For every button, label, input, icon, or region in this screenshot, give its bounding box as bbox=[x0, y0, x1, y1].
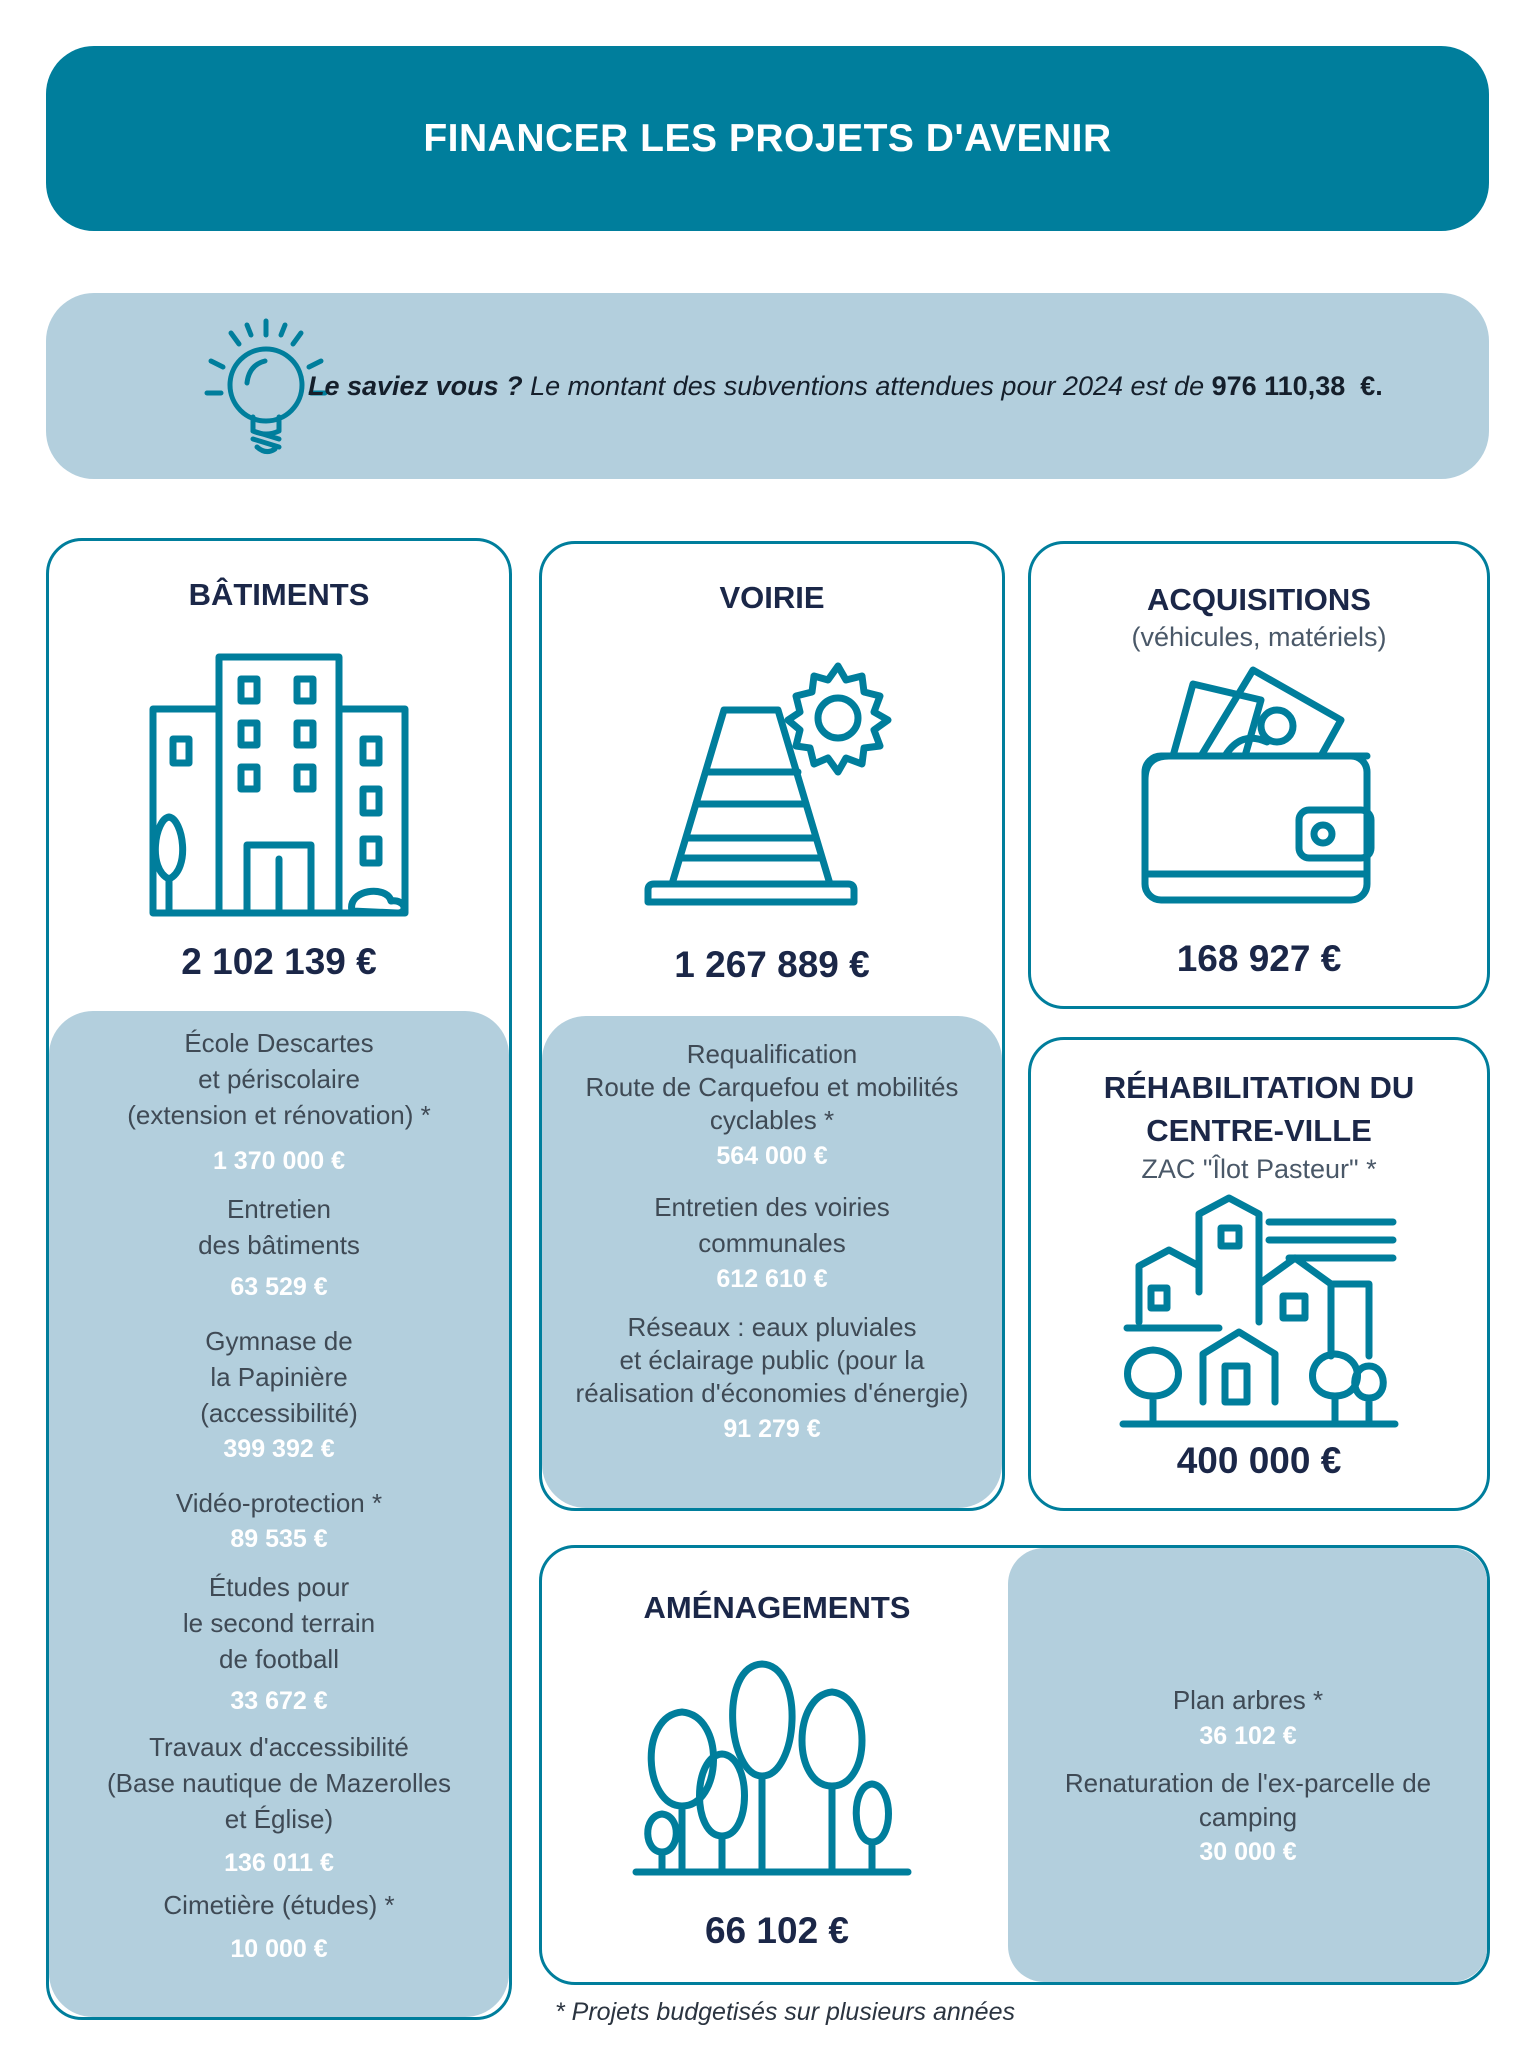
amenagements-total: 66 102 € bbox=[704, 1910, 850, 1951]
card-rehabilitation bbox=[1028, 1037, 1490, 1511]
card-amenagements bbox=[539, 1545, 1490, 1985]
amenagements-items bbox=[1008, 1682, 1488, 1870]
list-item: Vidéo-protection * 89 535 € bbox=[175, 1488, 383, 1553]
amenagements-title: AMÉNAGEMENTS bbox=[643, 1590, 911, 1625]
buildings-icon bbox=[147, 649, 417, 919]
footnote: * Projets budgetisés sur plusieurs années bbox=[555, 1998, 1015, 2026]
batiments-title: BÂTIMENTS bbox=[188, 577, 370, 612]
acquisitions-title: ACQUISITIONS bbox=[1147, 582, 1371, 617]
batiments-total: 2 102 139 € bbox=[181, 941, 377, 982]
list-item: Études pour le second terrain de football 33 672 € bbox=[182, 1572, 376, 1715]
batiments-items bbox=[49, 1025, 509, 1967]
wallet-icon bbox=[1141, 660, 1381, 910]
info-body: Le montant des subventions attendues pour 2024 est de bbox=[522, 370, 1212, 401]
list-item: Travaux d'accessibilité (Base nautique de Mazerolles et Église) 136 011 € bbox=[107, 1732, 451, 1877]
list-item: Entretien des voiries communales 612 610 € bbox=[654, 1192, 890, 1293]
batiments-panel bbox=[49, 1011, 509, 2017]
trees-icon bbox=[632, 1656, 912, 1886]
voirie-items bbox=[542, 1038, 1002, 1448]
card-acquisitions bbox=[1028, 541, 1490, 1009]
card-voirie bbox=[539, 541, 1005, 1511]
list-item: Renaturation de l'ex-parcelle de camping 30 000 € bbox=[1064, 1768, 1432, 1866]
list-item: Cimetière (études) * 10 000 € bbox=[163, 1890, 395, 1963]
info-amount: 976 110,38 €. bbox=[1211, 370, 1383, 401]
list-item: Entretien des bâtiments 63 529 € bbox=[198, 1194, 360, 1301]
list-item: Réseaux : eaux pluviales et éclairage public (pour la réalisation d'économies d'énergie) 91 279 € bbox=[575, 1312, 969, 1443]
voirie-panel bbox=[542, 1016, 1002, 1508]
page-title: FINANCER LES PROJETS D'AVENIR bbox=[423, 116, 1112, 160]
acquisitions-subtitle: (véhicules, matériels) bbox=[1131, 622, 1387, 652]
acquisitions-total: 168 927 € bbox=[1176, 938, 1342, 979]
town-houses-icon bbox=[1119, 1192, 1399, 1432]
rehabilitation-total: 400 000 € bbox=[1176, 1440, 1342, 1481]
list-item: Plan arbres * 36 102 € bbox=[1172, 1685, 1324, 1750]
list-item: Requalification Route de Carquefou et mobilités cyclables * 564 000 € bbox=[585, 1039, 959, 1170]
traffic-cone-gear-icon bbox=[642, 654, 902, 914]
info-text bbox=[308, 293, 1383, 479]
voirie-total: 1 267 889 € bbox=[674, 944, 870, 985]
list-item: Gymnase de la Papinière (accessibilité) 399 392 € bbox=[200, 1326, 358, 1463]
page-header bbox=[46, 46, 1489, 231]
amenagements-panel bbox=[1008, 1548, 1488, 1982]
rehabilitation-title-line2: CENTRE-VILLE bbox=[1146, 1113, 1372, 1148]
rehabilitation-title-line1: RÉHABILITATION DU bbox=[1103, 1070, 1415, 1105]
rehabilitation-subtitle: ZAC "Îlot Pasteur" * bbox=[1141, 1154, 1377, 1184]
info-lead: Le saviez vous ? bbox=[308, 370, 523, 401]
voirie-title: VOIRIE bbox=[719, 580, 825, 615]
card-batiments bbox=[46, 538, 512, 2020]
list-item: École Descartes et périscolaire (extension et rénovation) * 1 370 000 € bbox=[127, 1028, 431, 1175]
info-banner bbox=[46, 293, 1489, 479]
